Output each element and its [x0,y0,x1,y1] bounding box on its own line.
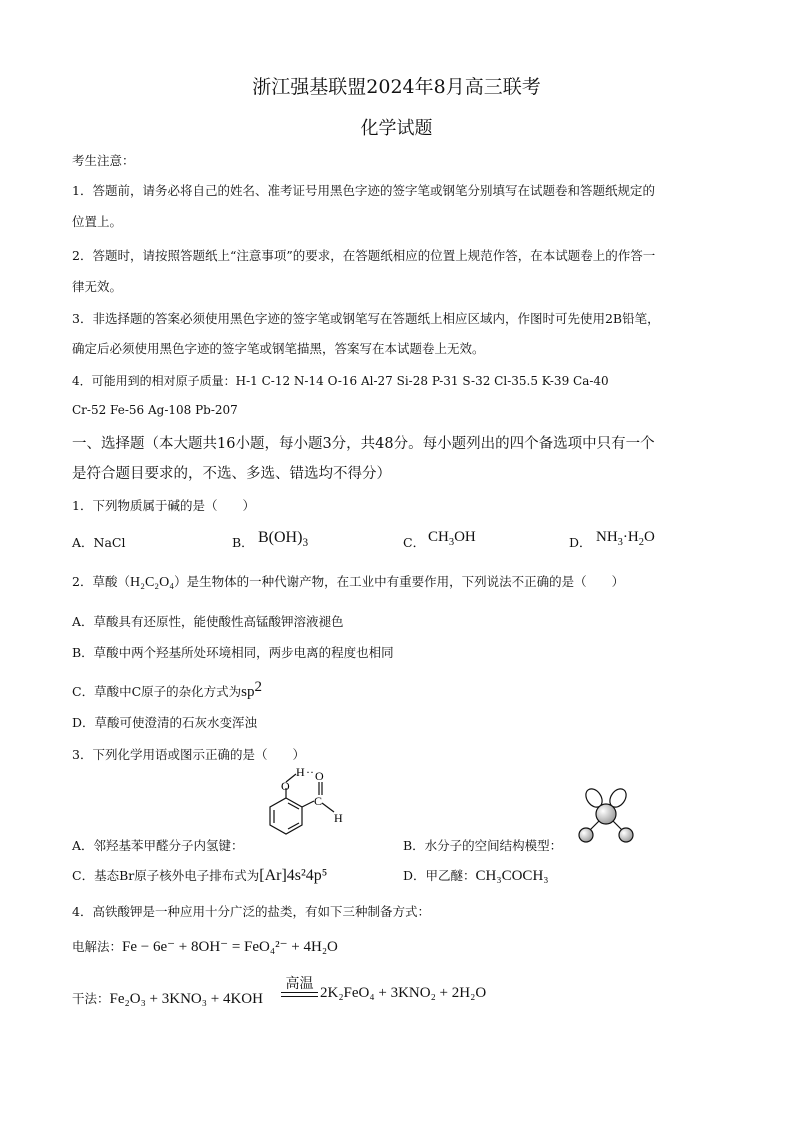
q1-option-d-formula: $NH_3\cdot H_2O$ [596,529,655,548]
q1-option-d-label: D． [569,535,592,550]
question-4-stem: 4．高铁酸钾是一种应用十分广泛的盐类，有如下三种制备方式： [72,904,430,919]
water-molecule-model [574,786,640,848]
q2-option-c: C．草酸中C原子的杂化方式为$sp^2$ [72,679,262,701]
q3-option-a: A．邻羟基苯甲醛分子内氢键： [72,838,244,853]
notice-line: 2．答题时，请按照答题纸上“注意事项”的要求，在答题纸相应的位置上规范作答，在本试题卷上的作答一 [72,248,656,263]
section-heading: 是符合题目要求的，不选、多选、错选均不得分） [72,466,391,482]
notice-line: 律无效。 [72,279,123,294]
section-heading: 一、选择题（本大题共16小题，每小题3分，共48分。每小题列出的四个备选项中只有一个 [72,436,655,452]
atom-c-label: C [314,794,323,808]
question-1-stem: 1．下列物质属于碱的是（ ） [72,498,255,513]
q3-option-c: C．基态Br原子核外电子排布式为[Ar]4s²4p⁵ [72,867,328,884]
q3-option-b: B．水分子的空间结构模型： [403,838,563,853]
atom-h-label: H [296,765,305,779]
notice-line: 3．非选择题的答案必须使用黑色字迹的签字笔或钢笔写在答题纸上相应区域内，作图时可先使用2B铅笔， [72,311,660,326]
reaction-condition: 高温 [285,976,314,992]
notice-line: 1．答题前，请务必将自己的姓名、准考证号用黑色字迹的签字笔或钢笔分别填写在试题卷和答题纸规定的 [72,183,655,198]
q2-option-d: D．草酸可使澄清的石灰水变浑浊 [72,715,258,730]
exam-subtitle: 化学试题 [360,118,433,139]
question-3-stem: 3．下列化学用语或图示正确的是（ ） [72,747,305,762]
q1-option-a: A．NaCl [72,535,126,550]
notice-line: 4．可能用到的相对原子质量：H-1 C-12 N-14 O-16 Al-27 Si-28 P-31 S-32 Cl-35.5 K-39 Ca-40 [72,374,609,388]
q1-option-c-formula: $CH_3OH$ [428,529,476,548]
atom-o-label: O [281,779,290,793]
notice-line: 位置上。 [72,214,123,229]
question-2-stem: 2．草酸（H₂C₂O₄）是生物体的一种代谢产物，在工业中有重要作用，下列说法不正确的是（ ） [72,574,625,590]
equals-sign [281,992,318,997]
notice-line: 确定后必须使用黑色字迹的签字笔或钢笔描黑，答案写在本试题卷上无效。 [72,341,485,356]
q4-method-dry-products: 2K₂FeO₄ + 3KNO₂ + 2H₂O [320,985,487,1001]
notice-heading: 考生注意： [72,153,135,168]
q4-method-electrolysis: 电解法：Fe − 6e⁻ + 8OH⁻ = FeO₄²⁻ + 4H₂O [72,939,338,955]
q2-option-b: B．草酸中两个羟基所处环境相同，两步电离的程度也相同 [72,645,394,660]
q1-option-b-formula: $B(OH)_3$ [258,529,309,550]
q2-option-a: A．草酸具有还原性，能使酸性高锰酸钾溶液褪色 [72,614,344,629]
q3-option-d: D．甲乙醚：CH₃COCH₃ [403,868,549,884]
q4-method-dry: 干法：Fe₂O₃ + 3KNO₃ + 4KOH [72,991,263,1007]
q1-option-c-label: C． [403,535,426,550]
q1-option-b-label: B． [232,535,254,550]
atom-o2-label: O [315,769,324,783]
hydrogen-bond-dots: ·· [306,765,314,779]
exam-title: 浙江强基联盟2024年8月高三联考 [252,76,541,98]
atom-h2-label: H [334,811,343,825]
notice-line: Cr-52 Fe-56 Ag-108 Pb-207 [72,403,238,417]
o-hydroxybenzaldehyde-structure [258,764,358,850]
